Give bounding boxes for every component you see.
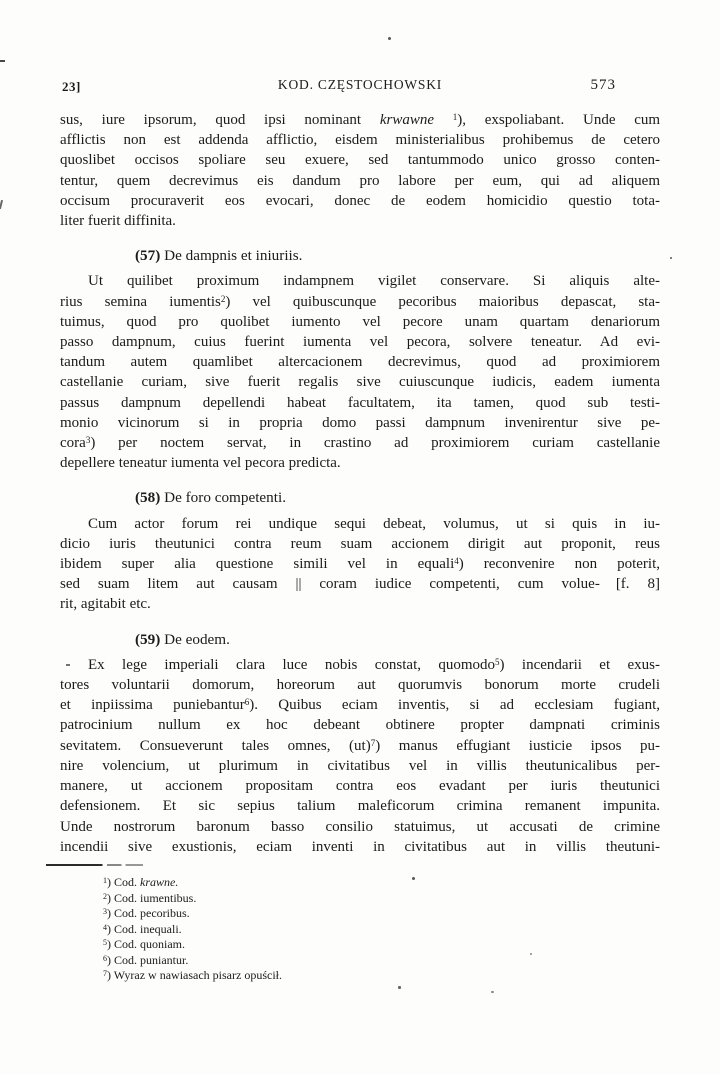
text-line xyxy=(60,171,660,191)
text-run: krwawne xyxy=(379,112,434,128)
footnote-marker: 4 xyxy=(454,556,459,567)
page-header xyxy=(60,77,660,97)
footnote-marker: 1 xyxy=(452,112,458,122)
text-run: sed suam litem aut causam || coram iudice competenti, cum volue- xyxy=(60,576,600,593)
scan-edge-mark xyxy=(0,200,3,209)
text-line xyxy=(60,332,660,352)
text-line xyxy=(60,817,660,837)
text-line xyxy=(60,453,660,473)
text-line xyxy=(60,837,660,857)
text-line xyxy=(60,413,660,433)
text-line xyxy=(60,695,660,715)
footnote-marker: 4 xyxy=(103,922,107,932)
text-run: krawne. xyxy=(140,874,179,889)
text-run: Cum actor forum rei undique sequi debeat, volumus, ut si quis in iu- xyxy=(88,515,660,532)
text-run: dicio iuris theutunici contra reum suam accionem dirigit aut proponit, reus xyxy=(60,535,660,552)
paragraph-section-57 xyxy=(60,271,660,473)
footnote-marker: 7 xyxy=(103,969,107,979)
text-run: afflictis non est addenda afflictio, eisdem ministerialibus prohibemus de cetero xyxy=(60,132,660,149)
text-line xyxy=(60,393,660,413)
footnote-marker: 6 xyxy=(103,953,107,963)
footnote-marker: 5 xyxy=(103,938,107,948)
text-run: ibidem super alia questione simili vel in equali xyxy=(60,556,455,573)
text-run: (58) xyxy=(135,489,161,507)
text-run: (57) xyxy=(135,247,161,265)
text-run: De eodem. xyxy=(160,630,230,648)
footnote-4 xyxy=(103,922,660,938)
footnote-3 xyxy=(103,906,660,922)
text-line xyxy=(60,352,660,372)
text-line xyxy=(60,756,660,776)
scan-speck xyxy=(491,991,494,993)
text-run: castellanie curiam, sive fuerit regalis sive cuiuscunque iudicis, eadem iumenta xyxy=(60,374,660,391)
paragraph-section-59 xyxy=(60,655,660,857)
text-run: rius semina iumentis xyxy=(60,293,221,310)
text-line xyxy=(60,271,660,291)
text-run: rit, agitabit etc. xyxy=(60,596,151,613)
footnote-marker: 6 xyxy=(244,697,250,708)
text-run: ) Cod. pecoribus. xyxy=(107,906,190,921)
text-line xyxy=(60,675,660,695)
text-line xyxy=(60,110,660,130)
text-line xyxy=(60,130,660,150)
text-run: tandum autem quamlibet altercacionem decrevimus, quod ad proximiorem xyxy=(60,354,660,371)
text-run: ), exspoliabant. Unde cum xyxy=(457,112,661,128)
scan-speck xyxy=(66,664,70,666)
text-run: passus dampnum depellendi habeat facultatem, ita tamen, quod sub testi- xyxy=(60,394,660,411)
paragraph-continuation xyxy=(60,110,660,231)
text-run: depellere teneatur iumenta vel pecora predicta. xyxy=(60,455,341,472)
text-line xyxy=(60,372,660,392)
text-run: ) per noctem servat, in crastino ad proximiorem curiam castellanie xyxy=(90,435,660,452)
section-heading-58 xyxy=(135,488,660,508)
text-line xyxy=(60,715,660,735)
text-run: monio vicinorum si in propria domo passi dampnum invenirentur sive pe- xyxy=(60,414,660,431)
text-run: passo dampnum, cuius fuerint iumenta vel pecora, solvere teneatur. Ad evi- xyxy=(60,334,660,351)
text-line xyxy=(60,312,660,332)
text-run: ) vel quibuscunque pecoribus maioribus depascat, sta- xyxy=(225,293,660,310)
footnote-separator xyxy=(46,864,143,866)
text-line xyxy=(60,514,660,534)
text-run: incendii sive exustionis, eciam inventi in civitatibus aut in villis theutuni- xyxy=(60,838,660,855)
text-run: ) Wyraz w nawiasach pisarz opuścił. xyxy=(107,968,282,983)
text-run: ) Cod. iumentibus. xyxy=(107,890,197,905)
text-run: ) Cod. xyxy=(107,874,140,889)
text-line xyxy=(60,776,660,796)
text-run: ) Cod. puniantur. xyxy=(107,952,189,967)
running-title: KOD. CZĘSTOCHOWSKI xyxy=(277,77,443,92)
footnote-5 xyxy=(103,937,660,953)
page-number: 573 xyxy=(590,77,616,93)
text-run: quoslibet occisos spoliare seu exuere, sed tantummodo unico grosso conten- xyxy=(60,152,660,169)
footnote-marker: 3 xyxy=(85,435,91,446)
scan-speck xyxy=(670,257,672,259)
section-heading-57 xyxy=(135,246,660,266)
text-line xyxy=(60,211,660,231)
scan-speck xyxy=(530,953,532,955)
text-run: De dampnis et iniuriis. xyxy=(160,247,303,265)
footnote-marker: 2 xyxy=(220,293,226,304)
entry-number: 23] xyxy=(62,79,81,94)
text-run: ) Cod. inequali. xyxy=(107,921,182,936)
text-line xyxy=(60,594,660,614)
text-line xyxy=(60,292,660,312)
footnote-6 xyxy=(103,953,660,969)
text-run: ) incendarii et exus- xyxy=(499,656,660,673)
footnote-2 xyxy=(103,891,660,907)
text-run: cora xyxy=(60,435,86,452)
text-run: Ut quilibet proximum indampnem vigilet conservare. Si aliquis alte- xyxy=(88,273,660,290)
folio-note: [f. 8] xyxy=(615,576,660,593)
text-line xyxy=(60,574,660,594)
paragraph-section-58 xyxy=(60,514,660,615)
footnote-marker: 5 xyxy=(495,656,500,667)
text-run: occisum procuraverit eos evocari, donec de eodem homicidio questio tota- xyxy=(60,192,660,209)
section-heading-59 xyxy=(135,630,660,650)
text-run: ) manus effugiant iusticie ipsos pu- xyxy=(375,737,661,754)
text-run: patrocinium nullum ex hoc debeant obtinere propter dampnati criminis xyxy=(60,717,660,734)
text-run: (59) xyxy=(135,630,161,648)
text-run: liter fuerit diffinita. xyxy=(60,213,176,230)
text-line xyxy=(60,433,660,453)
text-run: tores voluntarii domorum, horeorum aut quorumvis bonorum morte crudeli xyxy=(60,677,660,694)
footnote-marker: 7 xyxy=(370,737,376,748)
text-line xyxy=(60,534,660,554)
scan-speck xyxy=(398,986,401,989)
text-run: tentur, quem decrevimus eis dandum pro labore per eum, qui ad aliquem xyxy=(60,172,660,189)
text-run: et inpiissima puniebantur xyxy=(60,697,245,714)
text-line xyxy=(60,736,660,756)
scan-speck xyxy=(412,877,415,880)
text-run: Ex lege imperiali clara luce nobis constat, quomodo xyxy=(88,656,496,673)
footnote-marker: 3 xyxy=(103,907,107,917)
text-line xyxy=(60,150,660,170)
text-run: Unde nostrorum baronum basso consilio statuimus, ut accusati de crimine xyxy=(60,818,660,835)
text-block xyxy=(60,110,660,984)
text-run: tuimus, quod pro quolibet iumento vel pecore unam quartam denariorum xyxy=(60,313,660,330)
footnote-1 xyxy=(103,875,660,891)
footnote-marker: 1 xyxy=(103,875,107,885)
footnote-7 xyxy=(103,968,660,984)
text-line xyxy=(60,191,660,211)
text-run: ) reconvenire non poterit, xyxy=(458,556,660,573)
text-run: De foro competenti. xyxy=(160,489,286,507)
text-run: sus, iure ipsorum, quod ipsi nominant xyxy=(60,112,380,128)
footnote-marker: 2 xyxy=(103,891,107,901)
footnotes xyxy=(103,875,660,984)
scan-edge-mark xyxy=(0,60,5,62)
text-run: ). Quibus eciam inventis, si ad ecclesiam fugiant, xyxy=(249,697,661,714)
text-line xyxy=(60,554,660,574)
text-run: ) Cod. quoniam. xyxy=(107,937,185,952)
text-line xyxy=(60,655,660,675)
scan-speck xyxy=(388,37,391,40)
text-run: sevitatem. Consueverunt tales omnes, (ut) xyxy=(60,737,371,754)
text-run: manere, ut accionem propositam contra eos evadant per iuris theutunici xyxy=(60,778,660,795)
text-run: defensionem. Et sic sepius talium maleficorum crimina remanent impunita. xyxy=(60,798,660,815)
text-line xyxy=(60,796,660,816)
text-run: nire volencium, ut plurimum in civitatibus vel in villis theutunicalibus per- xyxy=(60,757,660,774)
text-run xyxy=(434,112,453,128)
